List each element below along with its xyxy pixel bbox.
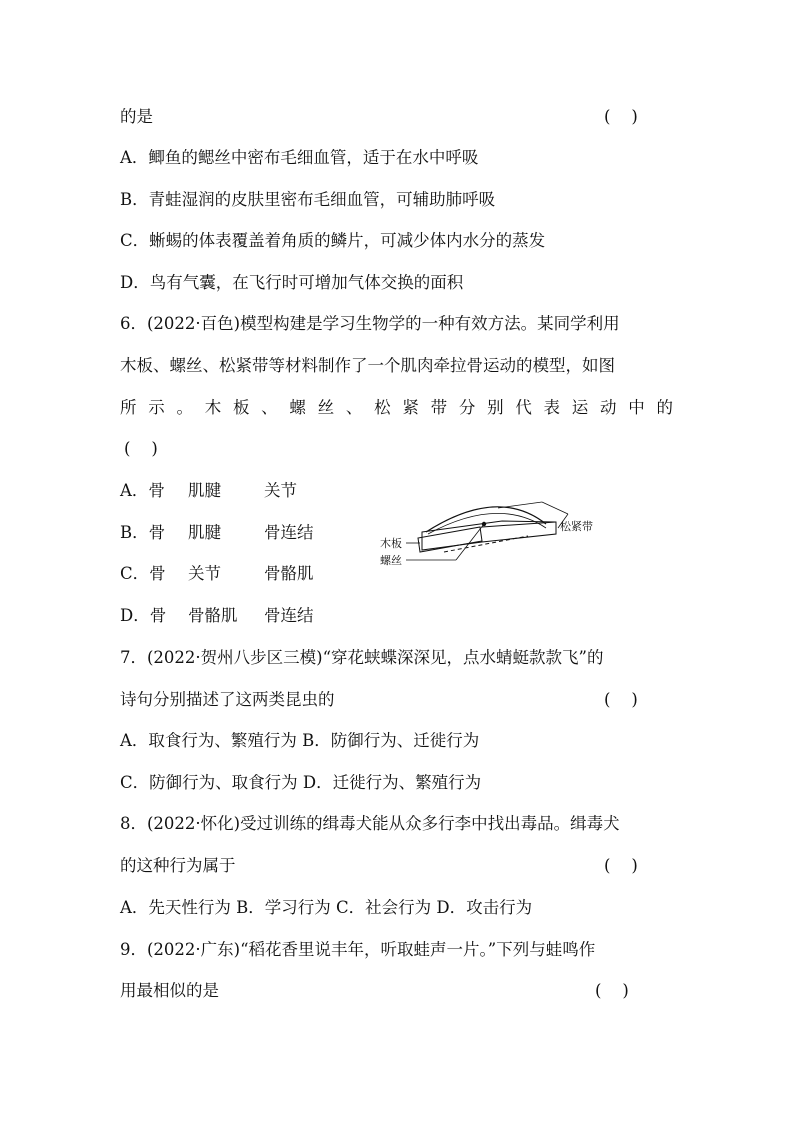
- q5-answer-paren: ( ): [604, 107, 638, 126]
- q6-option-c: [120, 564, 314, 584]
- q6-stem-line3: 所 示 。 木 板 、 螺 丝 、 松 紧 带 分 别 代 表 运 动 中 的: [120, 398, 673, 417]
- q6-option-b-part1: B．骨: [120, 523, 166, 542]
- q6-stem-line1: 6．(2022·百色)模型构建是学习生物学的一种有效方法。某同学利用: [120, 314, 620, 333]
- q6-option-d-part1: D．骨: [120, 606, 167, 625]
- q6-option-c-part3: 骨骼肌: [264, 564, 314, 583]
- q6-option-c-part1: C．骨: [120, 564, 166, 583]
- q6-option-d-part3: 骨连结: [264, 606, 314, 625]
- q7-answer-paren: ( ): [604, 690, 638, 709]
- board-upper-icon: [422, 521, 556, 550]
- q6-option-a-part2: 肌腱: [188, 481, 221, 500]
- q6-option-d: [120, 606, 314, 626]
- q7-stem-line2: 诗句分别描述了这两类昆虫的: [120, 690, 335, 709]
- q9-answer-paren: ( ): [595, 981, 629, 1000]
- q5-option-a: A．鲫鱼的鳃丝中密布毛细血管，适于在水中呼吸: [120, 148, 479, 167]
- q8-stem-line1: 8．(2022·怀化)受过训练的缉毒犬能从众多行李中找出毒品。缉毒犬: [120, 814, 620, 833]
- q6-option-c-part2: 关节: [188, 564, 221, 583]
- q5-option-b: B．青蛙湿润的皮肤里密布毛细血管，可辅助肺呼吸: [120, 190, 496, 209]
- q7-options-row1: A．取食行为、繁殖行为 B．防御行为、迁徙行为: [120, 731, 480, 750]
- q5-option-c: C．蜥蜴的体表覆盖着角质的鳞片，可减少体内水分的蒸发: [120, 231, 546, 250]
- q9-stem-line1: 9．(2022·广东)“稻花香里说丰年，听取蛙声一片。”下列与蛙鸣作: [120, 940, 596, 959]
- q6-answer-paren: ( ): [124, 439, 158, 458]
- q6-option-b-part3: 骨连结: [264, 523, 314, 542]
- q6-option-a-part3: 关节: [264, 481, 297, 500]
- q8-options-row: A．先天性行为 B．学习行为 C．社会行为 D．攻击行为: [120, 898, 533, 917]
- figure-label-screw: 螺丝: [380, 554, 402, 567]
- q6-option-b: [120, 523, 314, 543]
- figure-label-board: 木板: [380, 537, 402, 550]
- q8-answer-paren: ( ): [604, 856, 638, 875]
- figure-label-band: 松紧带: [560, 520, 593, 533]
- elastic-band-icon: [426, 507, 546, 532]
- q6-option-b-part2: 肌腱: [188, 523, 221, 542]
- q6-option-a-part1: A．骨: [120, 481, 165, 500]
- q8-stem-line2: 的这种行为属于: [120, 856, 236, 875]
- q5-option-d: D．鸟有气囊，在飞行时可增加气体交换的面积: [120, 273, 464, 292]
- q7-options-row2: C．防御行为、取食行为 D．迁徙行为、繁殖行为: [120, 773, 482, 792]
- q6-option-a: [120, 481, 297, 501]
- q9-stem-line2: 用最相似的是: [120, 981, 219, 1000]
- q7-stem-line1: 7．(2022·贺州八步区三模)“穿花蛱蝶深深见，点水蜻蜓款款飞”的: [120, 648, 604, 667]
- q6-option-d-part2: 骨骼肌: [188, 606, 238, 625]
- muscle-model-figure: [378, 494, 610, 580]
- q5-stem-tail: 的是: [120, 107, 153, 126]
- q6-stem-line2: 木板、螺丝、松紧带等材料制作了一个肌肉牵拉骨运动的模型，如图: [120, 356, 615, 375]
